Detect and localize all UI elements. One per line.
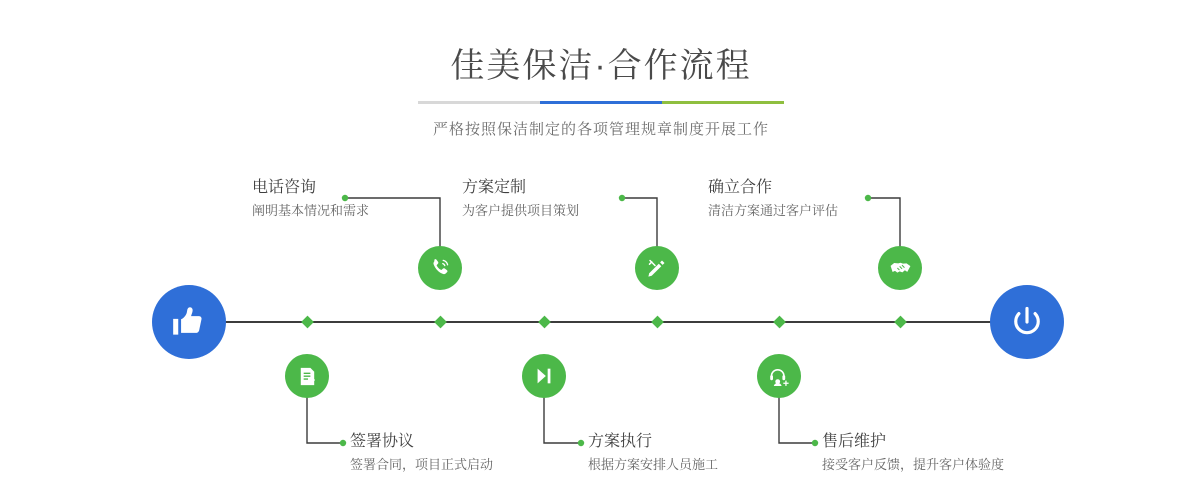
document-edit-icon: [296, 365, 319, 388]
step-node-6[interactable]: [757, 354, 801, 398]
customer-support-icon: [767, 364, 791, 388]
step-desc-1: 阐明基本情况和需求: [252, 203, 370, 218]
step-node-5[interactable]: [878, 246, 922, 290]
divider-segment-left: [418, 101, 540, 104]
play-forward-icon: [533, 365, 555, 387]
phone-call-icon: [428, 256, 452, 280]
step-title-4: 方案执行: [588, 433, 653, 450]
step-title-6: 售后维护: [822, 433, 887, 450]
step-title-2: 签署协议: [350, 433, 415, 450]
step-desc-5: 清洁方案通过客户评估: [708, 203, 839, 218]
step-label-5: [708, 178, 838, 221]
step-node-1[interactable]: [418, 246, 462, 290]
process-flow-diagram: [0, 150, 1202, 502]
flow-end-endpoint: [990, 285, 1064, 359]
page-title: 佳美保洁·合作流程: [450, 47, 752, 85]
page-subtitle: 严格按照保洁制定的各项管理规章制度开展工作: [432, 121, 769, 138]
step-desc-3: 为客户提供项目策划: [462, 203, 580, 218]
flow-start-endpoint: [152, 285, 226, 359]
page-header: [0, 0, 1202, 139]
step-title-3: 方案定制: [462, 179, 527, 196]
step-desc-4: 根据方案安排人员施工: [588, 457, 719, 472]
step-node-2[interactable]: [285, 354, 329, 398]
handshake-icon: [888, 256, 913, 281]
thumbs-up-icon: [170, 303, 208, 341]
power-icon: [1009, 304, 1045, 340]
step-title-1: 电话咨询: [252, 179, 317, 196]
title-divider: [418, 101, 784, 104]
step-node-4[interactable]: [522, 354, 566, 398]
step-label-4: [588, 432, 718, 475]
step-label-1: [252, 178, 369, 221]
step-desc-2: 签署合同，项目正式启动: [350, 457, 494, 472]
step-label-2: [350, 432, 493, 475]
step-desc-6: 接受客户反馈，提升客户体验度: [822, 457, 1005, 472]
step-label-3: [462, 178, 579, 221]
step-label-6: [822, 432, 1004, 475]
pencil-ruler-icon: [645, 256, 669, 280]
step-node-3[interactable]: [635, 246, 679, 290]
divider-segment-right: [662, 101, 784, 104]
divider-segment-middle: [540, 101, 662, 104]
step-title-5: 确立合作: [708, 179, 773, 196]
